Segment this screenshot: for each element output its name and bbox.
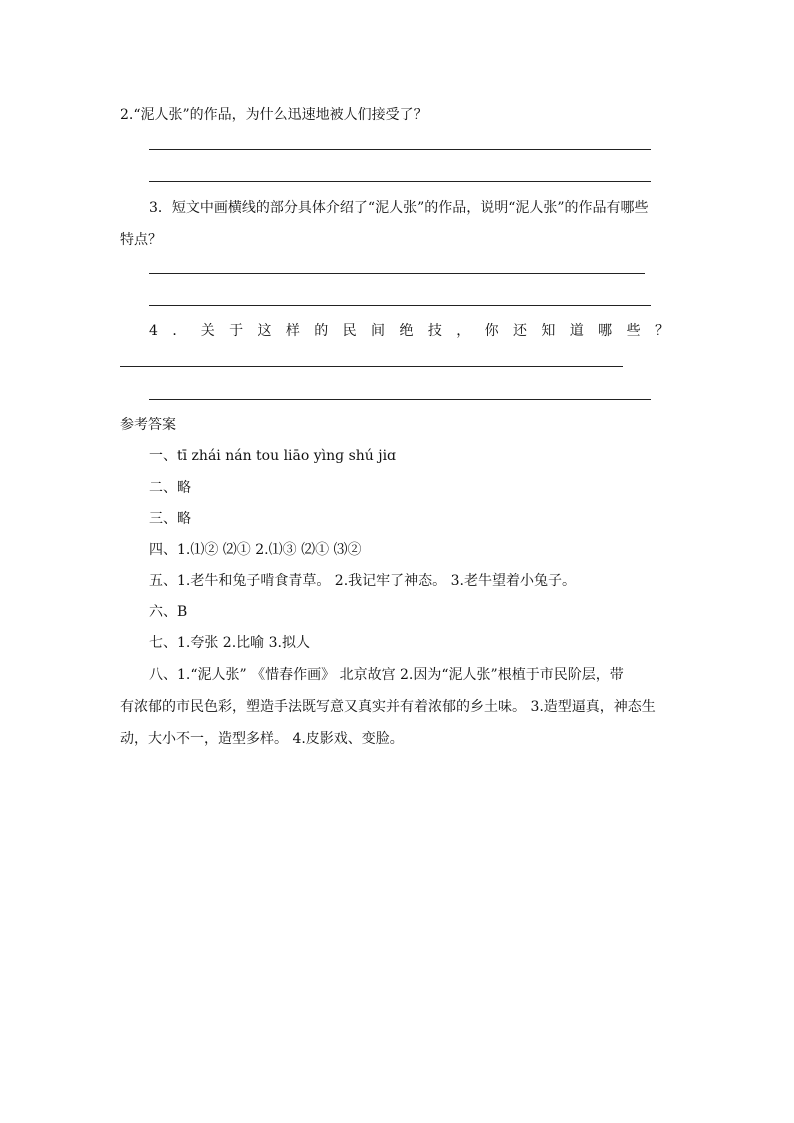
- answer-key-heading: 参考答案: [120, 417, 176, 433]
- answer-line-q4-1: [120, 366, 623, 367]
- question-4: 4 ． 关 于 这 样 的 民 间 绝 技 ， 你 还 知 道 哪 些 ？: [149, 323, 669, 339]
- question-3-line-2: 特点？: [120, 232, 162, 248]
- answer-line-q2-1: [149, 149, 651, 150]
- answer-4: 四、1.⑴② ⑵① 2.⑴③ ⑵① ⑶②: [149, 542, 362, 558]
- answer-1: 一、tī zhái nán tou liāo yìnɡ shú jiɑ: [149, 448, 397, 464]
- answer-2: 二、略: [149, 480, 191, 496]
- answer-7: 七、1.夸张 2.比喻 3.拟人: [149, 635, 310, 651]
- answer-6: 六、B: [149, 604, 188, 620]
- answer-8-line-3: 动，大小不一，造型多样。 4.皮影戏、变脸。: [120, 731, 404, 747]
- answer-8-line-2: 有浓郁的市民色彩，塑造手法既写意又真实并有着浓郁的乡土味。 3.造型逼真，神态生: [120, 699, 656, 715]
- question-2: 2.“泥人张”的作品，为什么迅速地被人们接受了？: [120, 107, 428, 123]
- answer-8-line-1: 八、1.“泥人张” 《惜春作画》 北京故宫 2.因为“泥人张”根植于市民阶层，带: [149, 667, 624, 683]
- question-3-line-1: 3．短文中画横线的部分具体介绍了“泥人张”的作品，说明“泥人张”的作品有哪些: [149, 200, 649, 216]
- answer-line-q2-2: [149, 181, 651, 182]
- answer-3: 三、略: [149, 511, 191, 527]
- answer-line-q4-2: [149, 399, 651, 400]
- answer-5: 五、1.老牛和兔子啃食青草。 2.我记牢了神态。 3.老牛望着小兔子。: [149, 573, 576, 589]
- answer-line-q3-2: [149, 305, 651, 306]
- answer-line-q3-1: [149, 273, 645, 274]
